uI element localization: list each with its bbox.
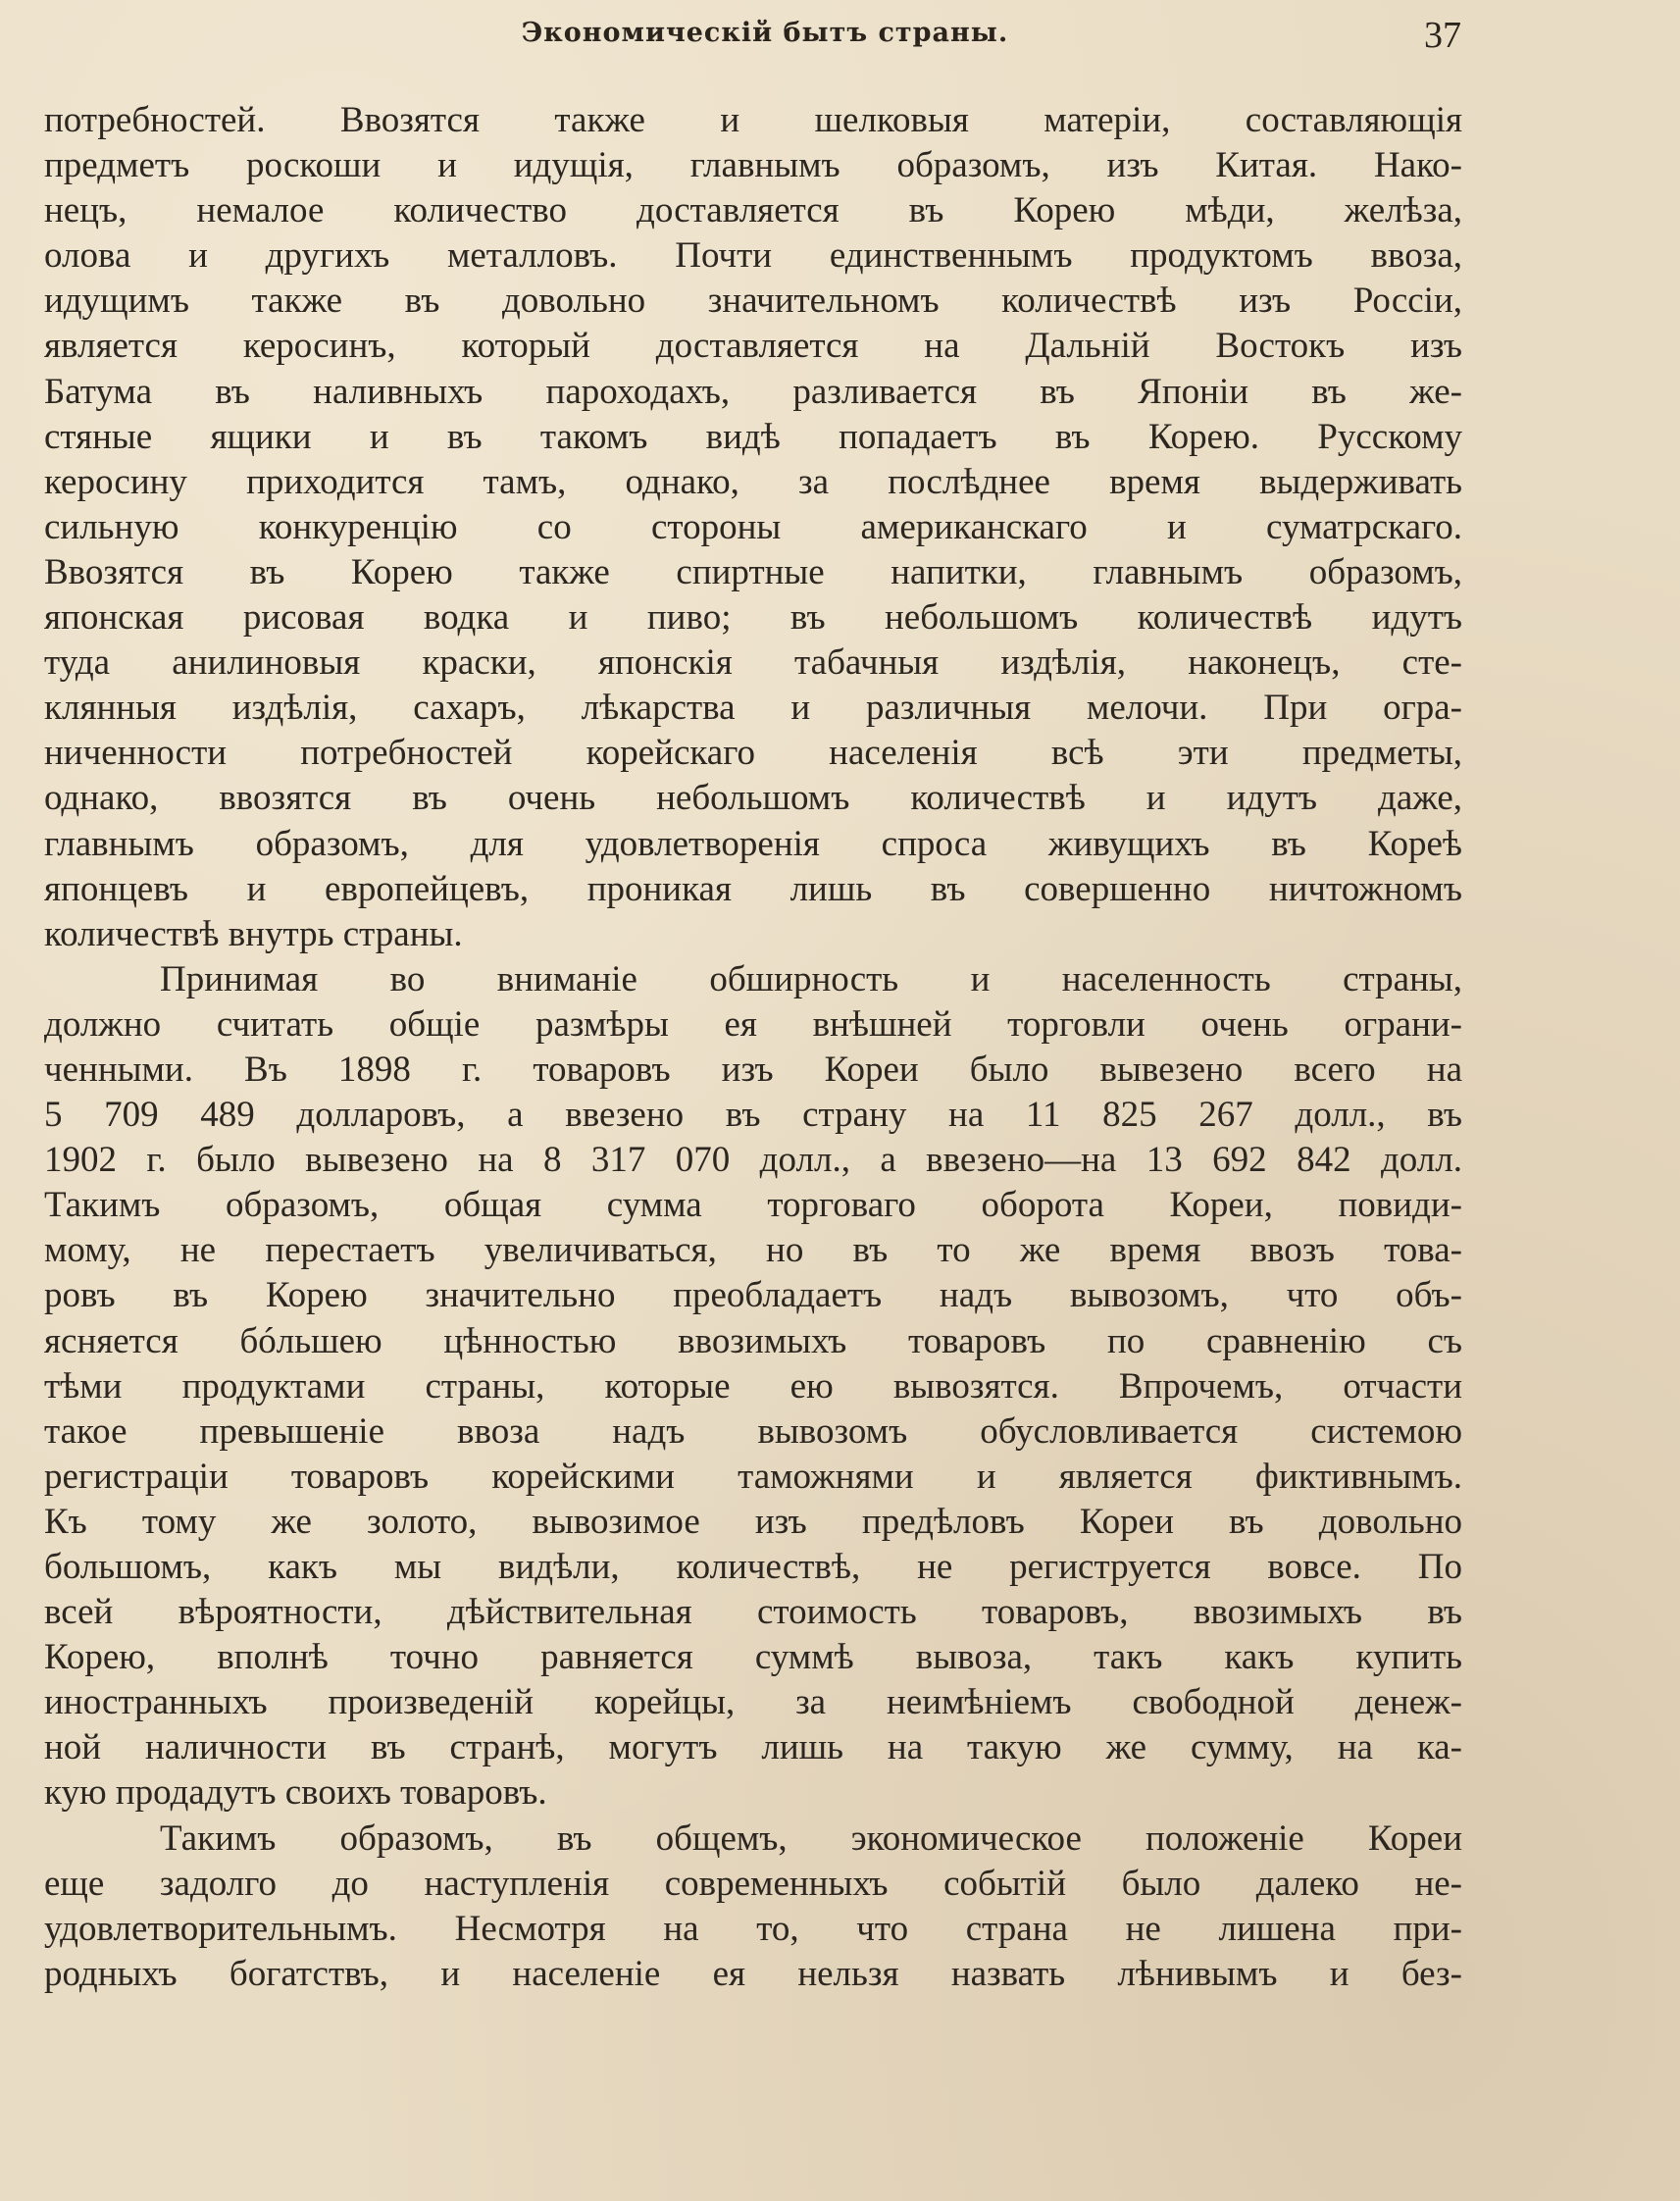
text-line: Ввозятся въ Корею также спиртные напитки, главнымъ образомъ, bbox=[44, 551, 1462, 592]
text-line: кую продадутъ своихъ товаровъ. bbox=[44, 1772, 547, 1814]
text-line: удовлетворительнымъ. Несмотря на то, что страна не лишена при- bbox=[44, 1908, 1462, 1949]
text-line: предметъ роскоши и идущія, главнымъ образомъ, изъ Китая. Нако- bbox=[44, 145, 1462, 186]
text-line: тѣми продуктами страны, которые ею вывозятся. Впрочемъ, отчасти bbox=[44, 1365, 1462, 1407]
text-line: ровъ въ Корею значительно преобладаетъ надъ вывозомъ, что объ- bbox=[44, 1275, 1462, 1316]
text-line: ченными. Въ 1898 г. товаровъ изъ Кореи было вывезено всего на bbox=[44, 1049, 1462, 1090]
text-line: олова и другихъ металловъ. Почти единственнымъ продуктомъ ввоза, bbox=[44, 235, 1462, 277]
page-number: 37 bbox=[1424, 15, 1461, 56]
text-line: потребностей. Ввозятся также и шелковыя матеріи, составляющія bbox=[44, 100, 1462, 140]
text-line: японская рисовая водка и пиво; въ небольшомъ количествѣ идутъ bbox=[44, 597, 1462, 639]
text-line: клянныя издѣлія, сахаръ, лѣкарства и различныя мелочи. При огра- bbox=[44, 688, 1462, 729]
text-line: 5 709 489 долларовъ, а ввезено въ страну на 11 825 267 долл., въ bbox=[44, 1095, 1462, 1136]
text-line: сильную конкуренцію со стороны американскаго и суматрскаго. bbox=[44, 506, 1462, 547]
text-line: 1902 г. было вывезено на 8 317 070 долл., а ввезено—на 13 692 842 долл. bbox=[44, 1140, 1462, 1181]
text-line: мому, не перестаетъ увеличиваться, но въ то же время ввозъ това- bbox=[44, 1230, 1462, 1271]
text-line: должно считать общіе размѣры ея внѣшней торговли очень ограни- bbox=[44, 1003, 1462, 1045]
text-line: родныхъ богатствъ, и населеніе ея нельзя назвать лѣнивымъ и без- bbox=[44, 1953, 1462, 1994]
text-line: Такимъ образомъ, общая сумма торговаго оборота Кореи, повиди- bbox=[44, 1185, 1462, 1226]
text-line: Къ тому же золото, вывозимое изъ предѣловъ Кореи въ довольно bbox=[44, 1501, 1462, 1542]
text-line: Принимая во вниманіе обширность и населенность страны, bbox=[160, 958, 1462, 999]
text-line: японцевъ и европейцевъ, проникая лишь въ совершенно ничтожномъ bbox=[44, 868, 1462, 909]
running-title: Экономическій бытъ страны. bbox=[521, 18, 1009, 48]
text-line: однако, ввозятся въ очень небольшомъ количествѣ и идутъ даже, bbox=[44, 778, 1462, 819]
body-text bbox=[44, 98, 1462, 1997]
text-line: Батума въ наливныхъ пароходахъ, разливается въ Японіи въ же- bbox=[44, 371, 1462, 412]
text-line: иностранныхъ произведеній корейцы, за неимѣніемъ свободной денеж- bbox=[44, 1682, 1462, 1723]
text-line: еще задолго до наступленія современныхъ событій было далеко не- bbox=[44, 1863, 1462, 1904]
text-line: идущимъ также въ довольно значительномъ количествѣ изъ Россіи, bbox=[44, 281, 1462, 322]
text-line: Корею, вполнѣ точно равняется суммѣ вывоза, такъ какъ купить bbox=[44, 1637, 1462, 1678]
text-line: стяные ящики и въ такомъ видѣ попадаетъ въ Корею. Русскому bbox=[44, 416, 1462, 457]
text-line: ной наличности въ странѣ, могутъ лишь на такую же сумму, на ка- bbox=[44, 1727, 1462, 1768]
text-line: ниченности потребностей корейскаго населенія всѣ эти предметы, bbox=[44, 733, 1462, 774]
text-line: главнымъ образомъ, для удовлетворенія спроса живущихъ въ Кореѣ bbox=[44, 823, 1462, 864]
text-line: керосину приходится тамъ, однако, за послѣднее время выдерживать bbox=[44, 461, 1462, 502]
text-line: большомъ, какъ мы видѣли, количествѣ, не региструется вовсе. По bbox=[44, 1547, 1462, 1587]
text-line: Такимъ образомъ, въ общемъ, экономическое положеніе Кореи bbox=[160, 1817, 1462, 1859]
text-line: регистраціи товаровъ корейскими таможнями и является фиктивнымъ. bbox=[44, 1456, 1462, 1497]
text-line: ясняется бóльшею цѣнностью ввозимыхъ товаровъ по сравненію съ bbox=[44, 1320, 1462, 1361]
text-line: всей вѣроятности, дѣйствительная стоимость товаровъ, ввозимыхъ въ bbox=[44, 1592, 1462, 1633]
text-line: количествѣ внутрь страны. bbox=[44, 913, 463, 954]
text-line: является керосинъ, который доставляется на Дальній Востокъ изъ bbox=[44, 326, 1462, 367]
text-line: туда анилиновыя краски, японскія табачныя издѣлія, наконецъ, сте- bbox=[44, 642, 1462, 684]
text-line: такое превышеніе ввоза надъ вывозомъ обусловливается системою bbox=[44, 1410, 1462, 1452]
text-line: нецъ, немалое количество доставляется въ Корею мѣди, желѣза, bbox=[44, 190, 1462, 231]
